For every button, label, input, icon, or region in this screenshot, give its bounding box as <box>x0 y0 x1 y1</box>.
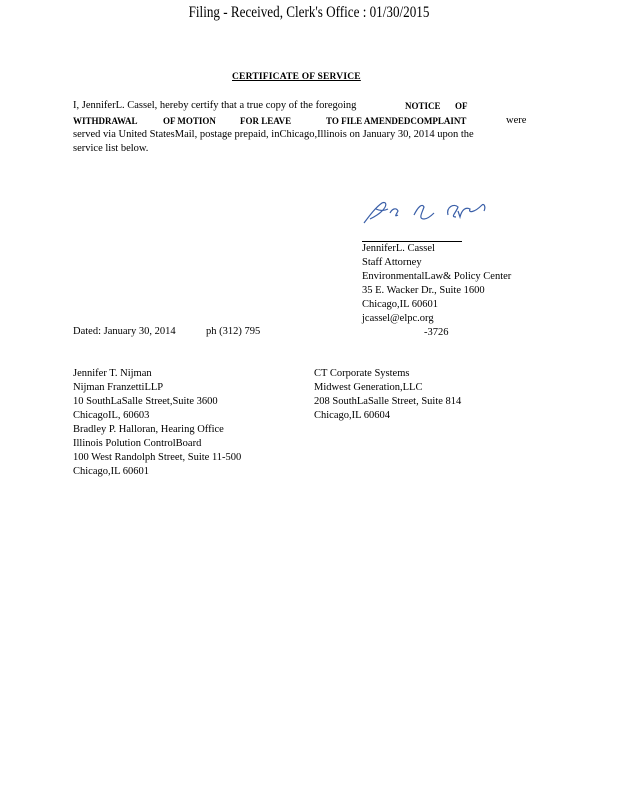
signer-address: 35 E. Wacker Dr., Suite 1600 <box>362 285 485 296</box>
signer-email: jcassel@elpc.org <box>362 313 434 324</box>
service-left-line: Bradley P. Halloran, Hearing Office <box>73 424 224 435</box>
dated-line: Dated: January 30, 2014 <box>73 326 176 337</box>
service-right-line: 208 SouthLaSalle Street, Suite 814 <box>314 396 462 407</box>
signer-city: Chicago,IL 60601 <box>362 299 439 310</box>
service-left-line: Jennifer T. Nijman <box>73 368 152 379</box>
notice-word: NOTICE <box>405 101 441 111</box>
filing-header: Filing - Received, Clerk's Office : 01/30/2015 <box>188 4 430 21</box>
service-right-line: Midwest Generation,LLC <box>314 382 423 393</box>
body-line-3: served via United StatesMail, postage prepaid, inChicago,Illinois on January 30, 2014 upon the <box>73 129 474 140</box>
body-line-1: I, JenniferL. Cassel, hereby certify that a true copy of the foregoing <box>73 100 357 111</box>
service-right-line: Chicago,IL 60604 <box>314 410 391 421</box>
signer-phone-suffix: -3726 <box>424 327 449 338</box>
of-word: OF <box>455 101 468 111</box>
of-motion-words: OF MOTION <box>163 116 216 126</box>
service-left-line: 100 West Randolph Street, Suite 11-500 <box>73 452 242 463</box>
service-left-line: Illinois Polution ControlBoard <box>73 438 202 449</box>
service-left-line: 10 SouthLaSalle Street,Suite 3600 <box>73 396 218 407</box>
signature-line <box>362 241 462 242</box>
to-file-words: TO FILE AMENDEDCOMPLAINT <box>326 116 467 126</box>
body-line-4: service list below. <box>73 143 149 154</box>
were-word: were <box>506 115 527 126</box>
withdrawal-word: WITHDRAWAL <box>73 116 138 126</box>
signer-title: Staff Attorney <box>362 257 422 268</box>
service-left-line: ChicagoIL, 60603 <box>73 410 150 421</box>
service-left-line: Nijman FranzettiLLP <box>73 382 164 393</box>
phone-prefix: ph (312) 795 <box>206 326 261 337</box>
service-right-line: CT Corporate Systems <box>314 368 410 379</box>
signer-name: JenniferL. Cassel <box>362 243 435 254</box>
service-left-line: Chicago,IL 60601 <box>73 466 150 477</box>
certificate-title: CERTIFICATE OF SERVICE <box>232 72 361 82</box>
signer-org: EnvironmentalLaw& Policy Center <box>362 271 512 282</box>
for-leave-words: FOR LEAVE <box>240 116 292 126</box>
signature-image <box>352 193 492 233</box>
